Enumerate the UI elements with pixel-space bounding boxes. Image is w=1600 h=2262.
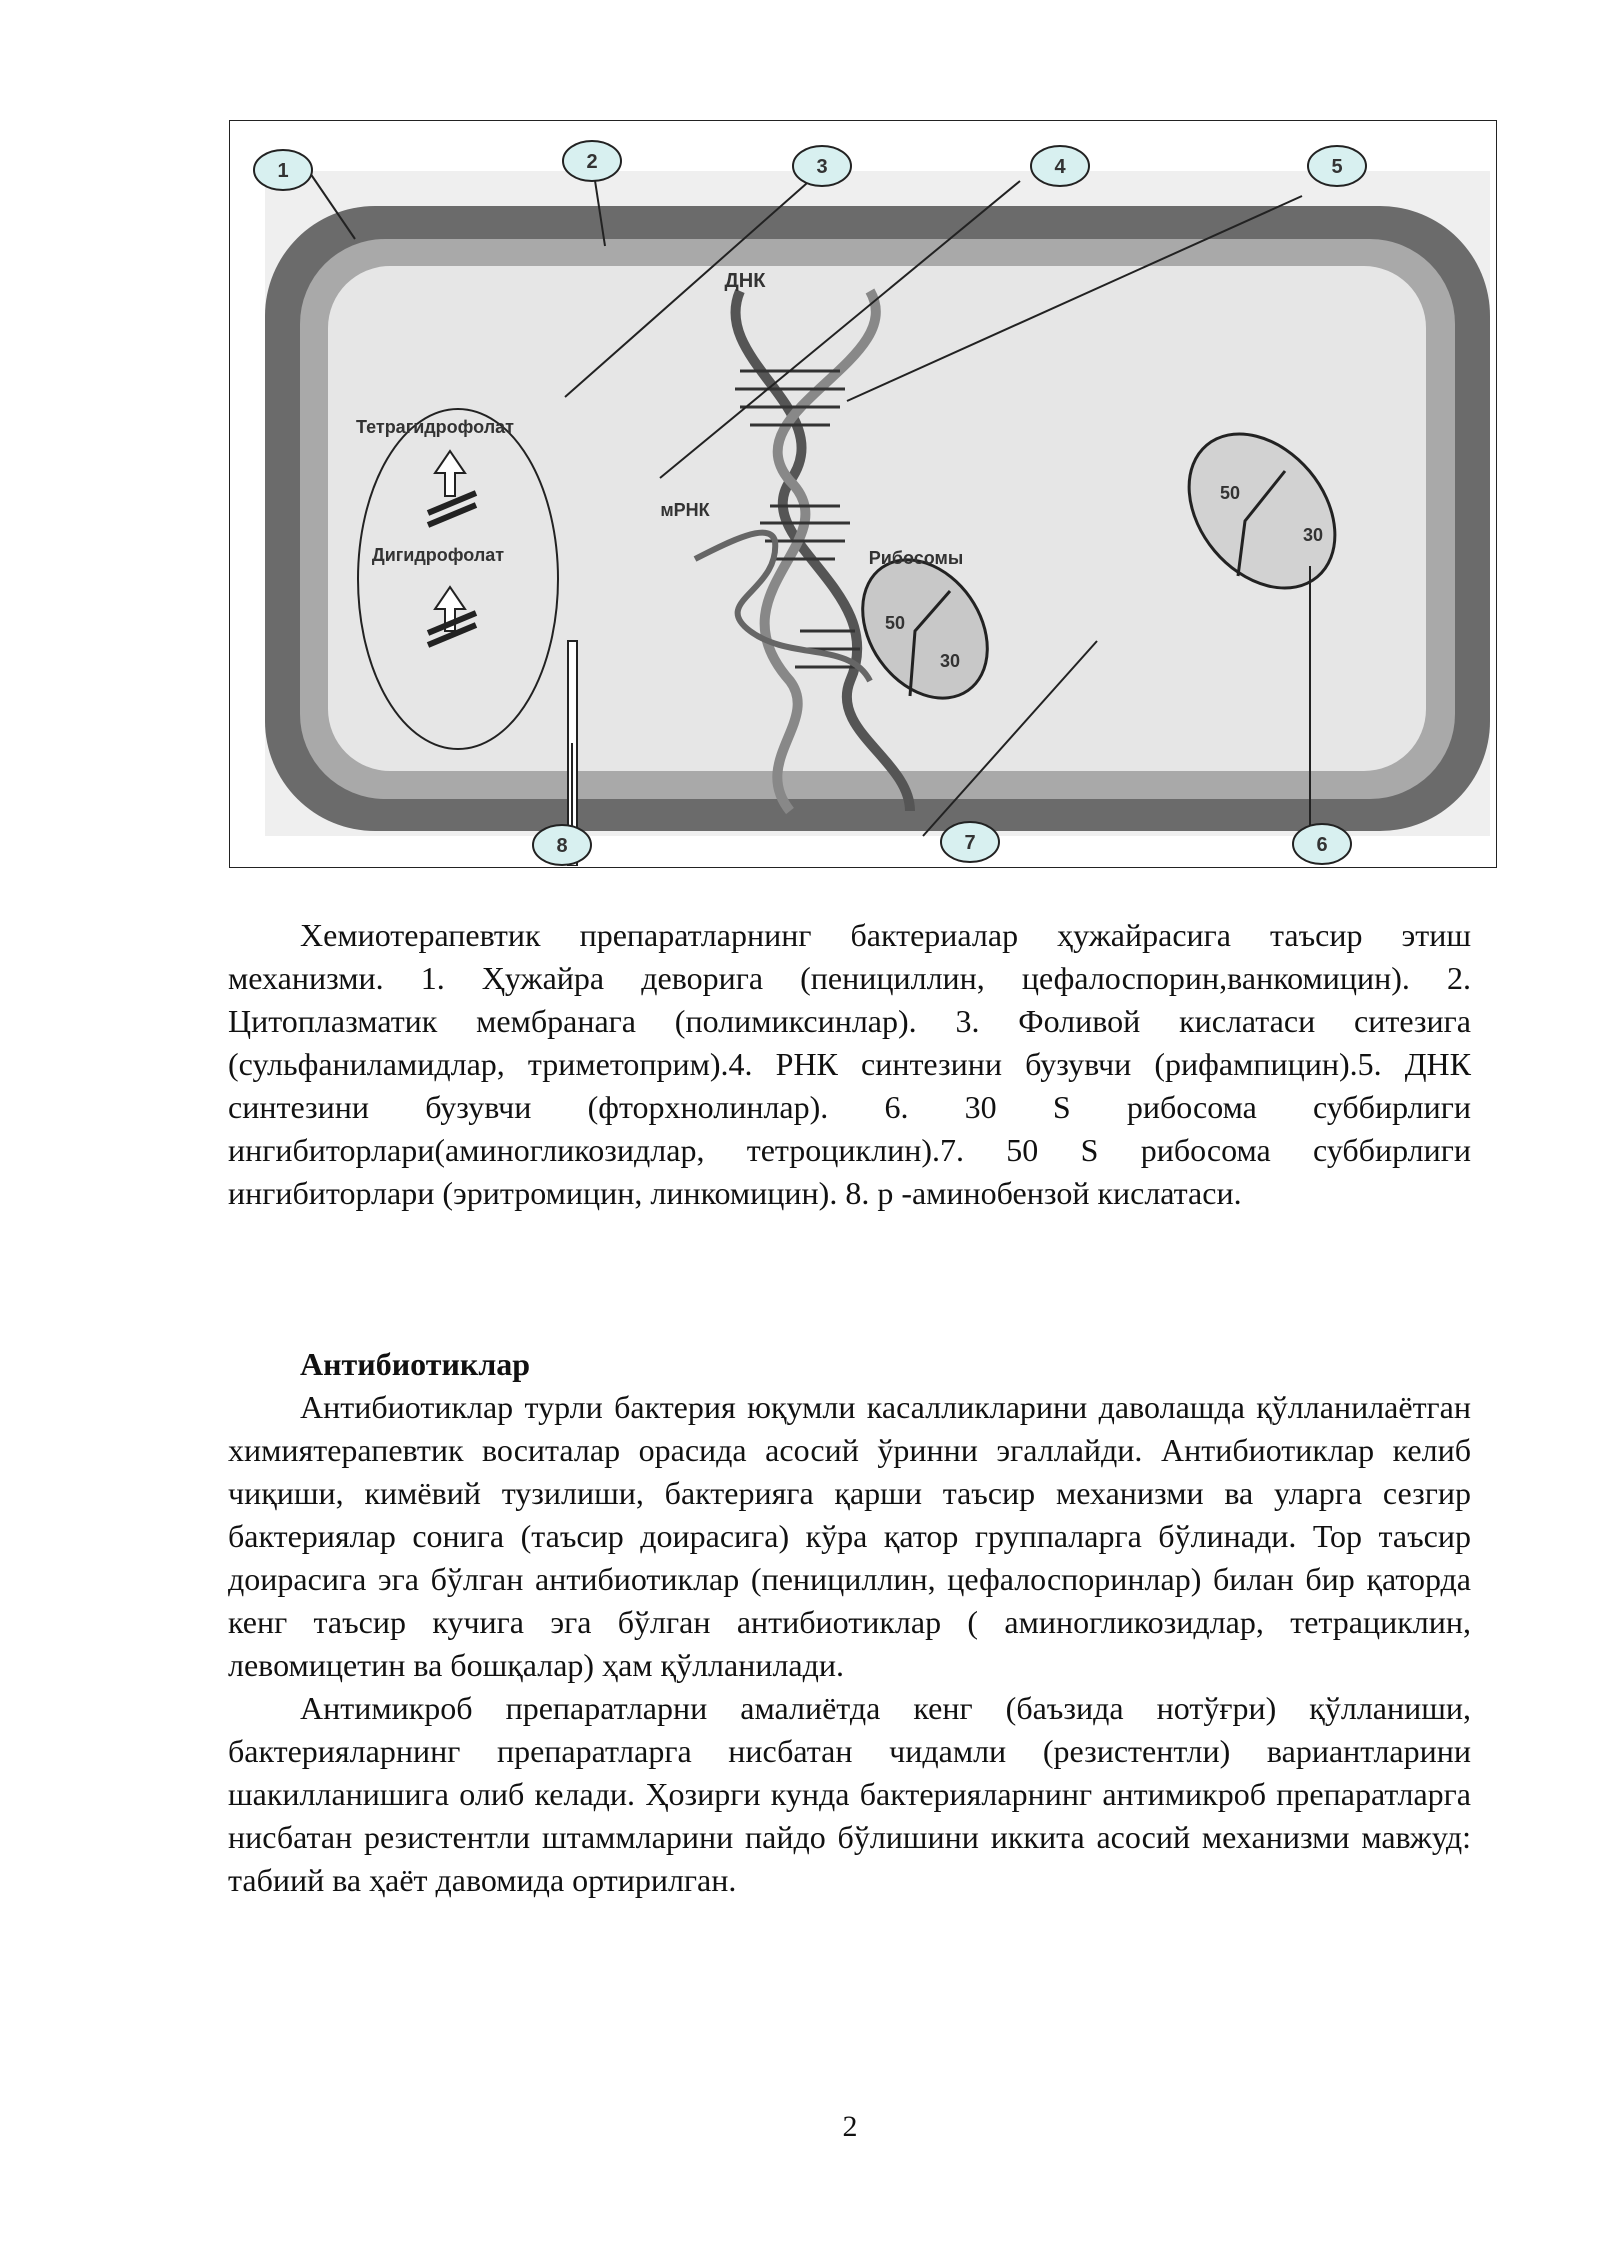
paragraph-mechanisms: Хемиотерапевтик препаратларнинг бактериалар ҳужайрасига таъсир этиш механизми. 1. Ҳужайра деворига (пенициллин, цефалоспорин,ванкомицин). 2. Цитоплазматик мембранага (полимиксинлар). 3. Фоливой кислатаси ситезига (сульфаниламидлар, триметоприм).4. РНК синтезини бузувчи (рифампицин).5. ДНК синтезини бузувчи (фторхнолинлар). 6. 30 S рибосома суббирлиги ингибиторлари(аминогликозидлар, тетроциклин).7. 50 S рибосома суббирлиги ингибиторлари (эритромицин, линкомицин). 8. р -аминобензой кислатаси. <box>228 917 1471 1211</box>
bacteria-mechanism-figure <box>229 120 1497 868</box>
cell-diagram <box>230 121 1495 866</box>
svg-text:3: 3 <box>816 156 828 178</box>
ribosome-b-30s-label: 30 <box>1302 525 1324 545</box>
callout-3 <box>793 146 851 186</box>
paragraph-antibiotics: Антибиотиклар турли бактерия юқумли касалликларини даволашда қўлланилаётган химиятерапевтик воситалар орасида асосий ўринни эгаллайди. Антибиотиклар келиб чиқиши, кимёвий тузилиши, бактерияга қарши таъсир механизми ва уларга сезгир бактериялар сонига (таъсир доирасига) кўра қатор группаларга бўлинади. Тор таъсир доирасига эга бўлган антибиотиклар (пенициллин, цефалоспоринлар) билан бир қаторда кенг таъсир кучига эга бўлган антибиотиклар ( аминогликозидлар, тетрациклин, левомицетин ва бошқалар) ҳам қўлланилади. <box>228 1389 1471 1683</box>
dna-label: ДНК <box>724 270 766 292</box>
callout-8 <box>533 825 591 865</box>
callout-4 <box>1031 146 1089 186</box>
section-heading: Антибиотиклар <box>300 1346 531 1382</box>
svg-text:2: 2 <box>586 151 598 173</box>
svg-text:5: 5 <box>1331 156 1343 178</box>
callout-7 <box>941 822 999 862</box>
figure-caption-paragraph <box>228 914 1471 1215</box>
ribosome-a-30s-label: 30 <box>939 651 961 671</box>
section-body <box>228 1386 1471 1902</box>
callout-1 <box>254 150 312 190</box>
callout-5 <box>1308 146 1366 186</box>
svg-text:7: 7 <box>964 832 976 854</box>
mrna-label: мРНК <box>660 500 710 520</box>
svg-text:8: 8 <box>556 835 568 857</box>
callout-2 <box>563 141 621 181</box>
svg-text:4: 4 <box>1054 156 1066 178</box>
svg-text:6: 6 <box>1316 834 1328 856</box>
page-number: 2 <box>842 2110 858 2143</box>
svg-text:1: 1 <box>277 160 289 182</box>
ribosome-b-50s-label: 50 <box>1219 483 1241 503</box>
tetrahydrofolate-label: Тетрагидрофолат <box>356 417 514 437</box>
dihydrofolate-label: Дигидрофолат <box>371 545 505 565</box>
paragraph-resistance: Антимикроб препаратларни амалиётда кенг (баъзида нотўғри) қўлланиши, бактерияларнинг препаратларга нисбатан чидамли (резистентли) вариантларини шакилланишига олиб келади. Ҳозирги кунда бактерияларнинг антимикроб препаратларга нисбатан резистентли штаммларини пайдо бўлишини иккита асосий механизми мавжуд: табиий ва ҳаёт давомида ортирилган. <box>228 1690 1471 1898</box>
callout-6 <box>1293 824 1351 864</box>
ribosome-a-50s-label: 50 <box>884 613 906 633</box>
ribosomes-label: Рибосомы <box>868 548 964 568</box>
